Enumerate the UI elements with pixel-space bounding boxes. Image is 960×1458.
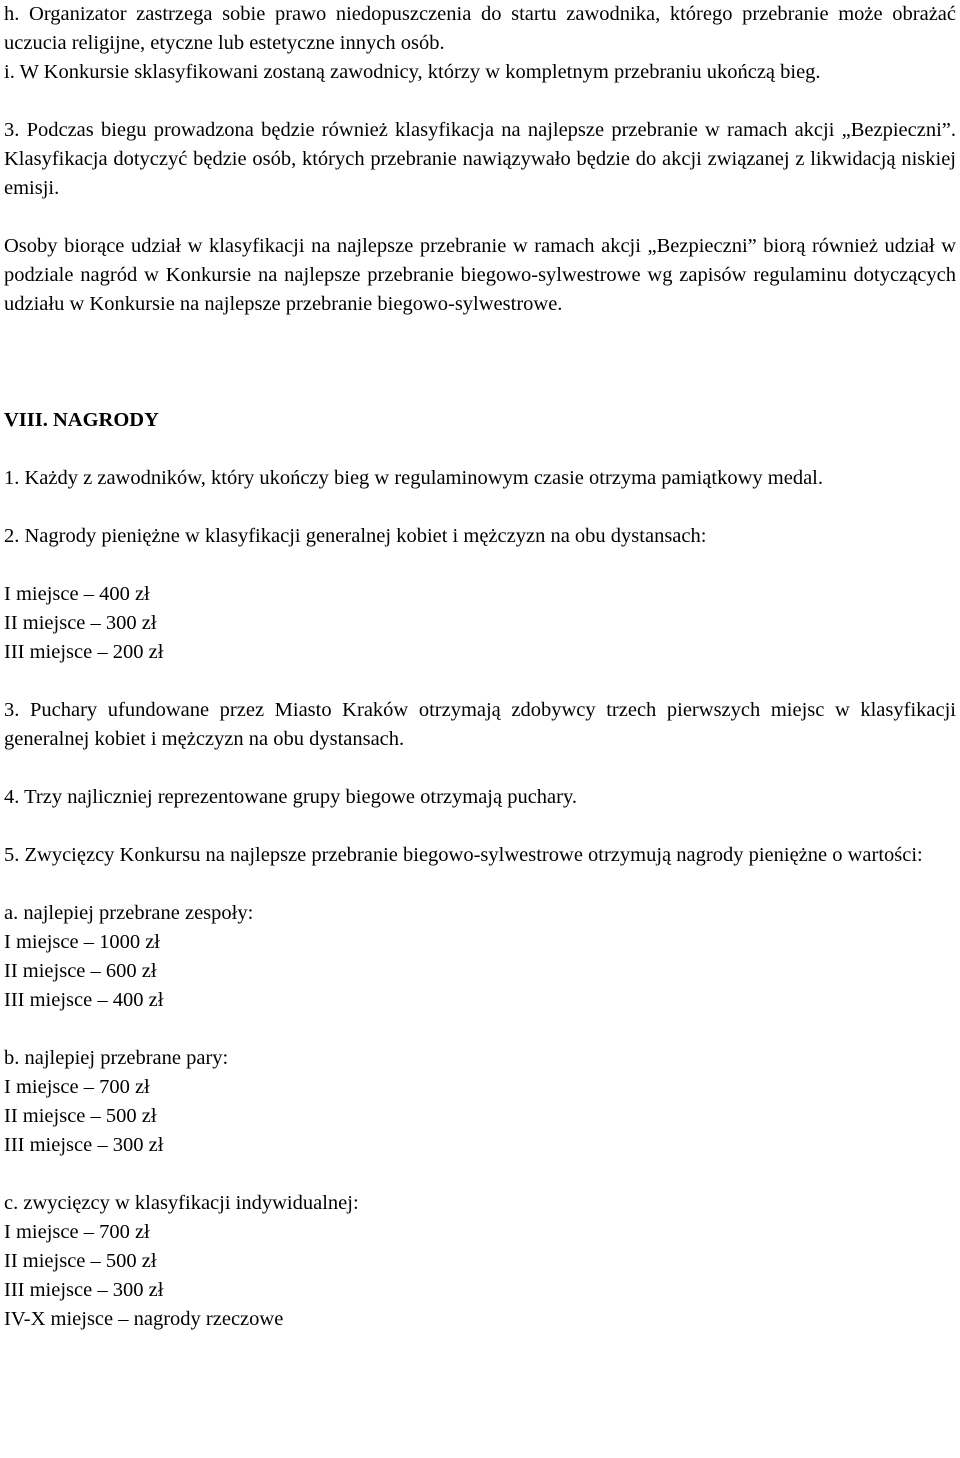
prize-line: III miejsce – 200 zł xyxy=(4,641,164,663)
bezpieczni-paragraph: Osoby biorące udział w klasyfikacji na najlepsze przebranie w ramach akcji „Bezpieczni” biorą również udział w podziale nagród w Konkursie na najlepsze przebranie biegowo-sylwestrowe wg zapisów regulaminu dotyczących udziału w Konkursie na najlepsze przebranie biegowo-sylwestrowe. xyxy=(4,235,956,315)
spacer xyxy=(4,203,956,232)
prize-line: I miejsce – 400 zł xyxy=(4,583,150,605)
prize-line: I miejsce – 700 zł xyxy=(4,1076,150,1098)
spacer xyxy=(4,493,956,522)
teams-label: a. najlepiej przebrane zespoły: xyxy=(4,902,254,924)
spacer xyxy=(4,435,956,464)
prize-line: II miejsce – 500 zł xyxy=(4,1250,157,1272)
spacer xyxy=(4,1015,956,1044)
spacer xyxy=(4,551,956,580)
spacer xyxy=(4,870,956,899)
prize-line: II miejsce – 600 zł xyxy=(4,960,157,982)
rule-point-3: 3. Podczas biegu prowadzona będzie również klasyfikacja na najlepsze przebranie w ramach akcji „Bezpieczni”. Klasyfikacja dotyczyć będzie osób, których przebranie nawiązywało będzie do akcji związanej z likwidacją niskiej emisji. xyxy=(4,119,956,199)
prize-point-4: 4. Trzy najliczniej reprezentowane grupy biegowe otrzymają puchary. xyxy=(4,786,578,808)
rule-i: i. W Konkursie sklasyfikowani zostaną zawodnicy, którzy w kompletnym przebraniu ukończą bieg. xyxy=(4,61,821,83)
prize-point-2: 2. Nagrody pieniężne w klasyfikacji generalnej kobiet i mężczyzn na obu dystansach: xyxy=(4,525,707,547)
prize-line: II miejsce – 300 zł xyxy=(4,612,157,634)
spacer xyxy=(4,87,956,116)
prize-point-3: 3. Puchary ufundowane przez Miasto Kraków otrzymają zdobywcy trzech pierwszych miejsc w klasyfikacji generalnej kobiet i mężczyzn na obu dystansach. xyxy=(4,699,956,750)
spacer xyxy=(4,667,956,696)
spacer xyxy=(4,319,956,406)
prize-line: III miejsce – 300 zł xyxy=(4,1134,164,1156)
prize-point-5: 5. Zwycięzcy Konkursu na najlepsze przebranie biegowo-sylwestrowe otrzymują nagrody pieniężne o wartości: xyxy=(4,844,923,866)
rule-h: h. Organizator zastrzega sobie prawo niedopuszczenia do startu zawodnika, którego przebranie może obrażać uczucia religijne, etyczne lub estetyczne innych osób. xyxy=(4,3,956,54)
section-heading-nagrody: VIII. NAGRODY xyxy=(4,409,159,431)
prize-line: III miejsce – 300 zł xyxy=(4,1279,164,1301)
prize-line: I miejsce – 1000 zł xyxy=(4,931,160,953)
individual-label: c. zwycięzcy w klasyfikacji indywidualnej: xyxy=(4,1192,359,1214)
prize-line: III miejsce – 400 zł xyxy=(4,989,164,1011)
prize-line: I miejsce – 700 zł xyxy=(4,1221,150,1243)
prize-line: IV-X miejsce – nagrody rzeczowe xyxy=(4,1308,284,1330)
spacer xyxy=(4,754,956,783)
spacer xyxy=(4,812,956,841)
prize-point-1: 1. Każdy z zawodników, który ukończy bieg w regulaminowym czasie otrzyma pamiątkowy medal. xyxy=(4,467,823,489)
pairs-label: b. najlepiej przebrane pary: xyxy=(4,1047,229,1069)
spacer xyxy=(4,1160,956,1189)
prize-line: II miejsce – 500 zł xyxy=(4,1105,157,1127)
document-page xyxy=(4,0,956,1334)
